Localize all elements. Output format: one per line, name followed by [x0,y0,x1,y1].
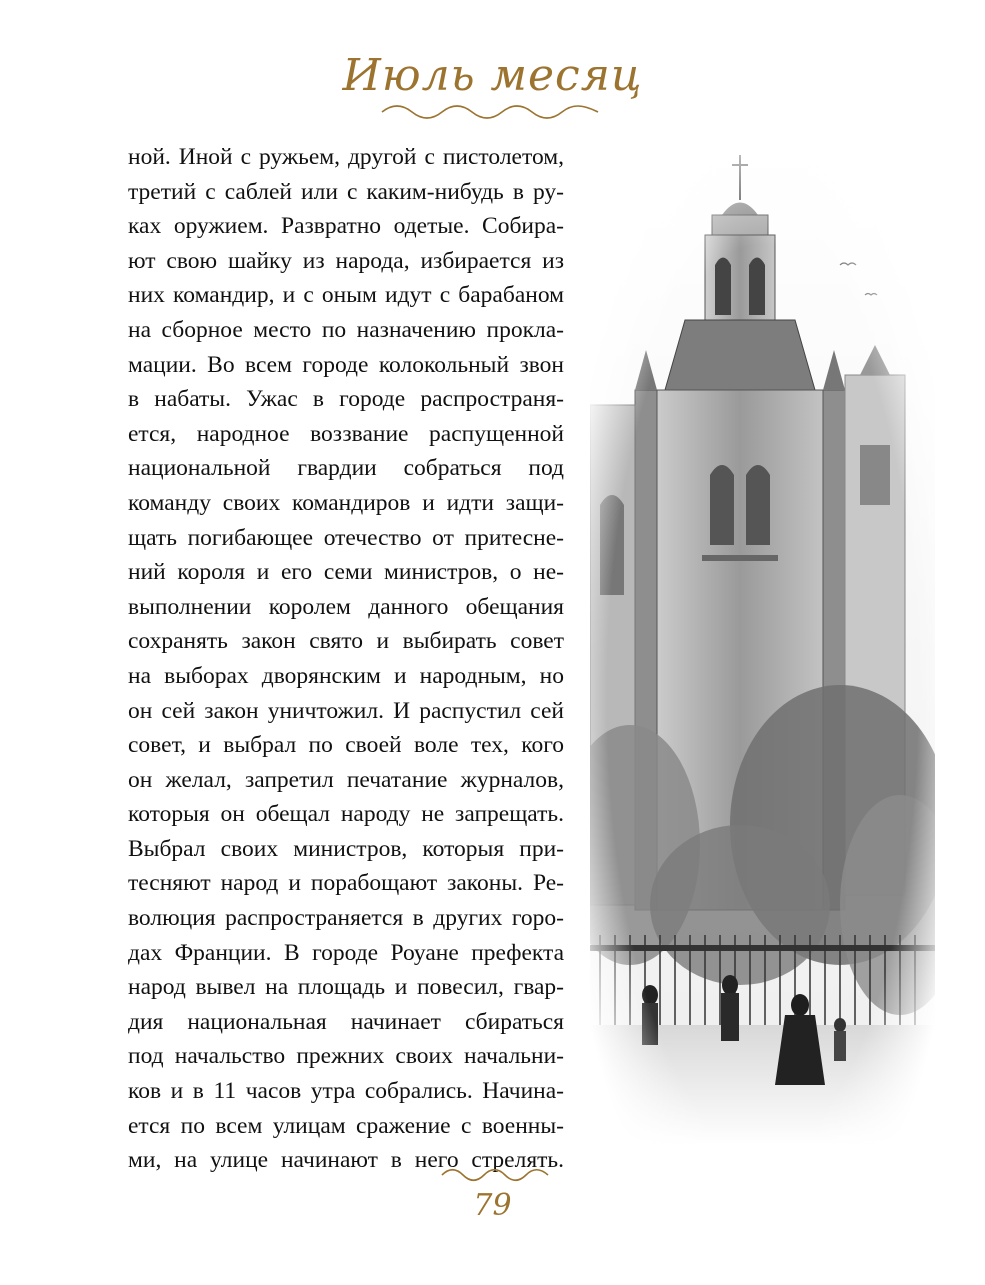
text-line: ний короля и его семи министров, о не- [128,559,564,586]
text-line: мации. Во всем городе колокольный звон [128,351,564,378]
text-line: выполнении королем данного обещания [128,593,564,620]
text-line: дах Франции. В городе Роуане префекта [128,939,564,966]
text-line: под начальство прежних своих начальни- [128,1043,564,1070]
text-line: совет, и выбрал по своей воле тех, кого [128,732,564,759]
text-line: Выбрал своих министров, которыя при- [128,835,564,862]
text-line: он сей закон уничтожил. И распустил сей [128,697,564,724]
text-line: он желал, запретил печатание журналов, [128,766,564,793]
text-line: тесняют народ и порабощают законы. Ре- [128,870,564,897]
text-line: ми, на улице начинают в него стрелять. [128,1147,564,1174]
text-line: них командир, и с оным идут с барабаном [128,282,564,309]
page-number: 79 [473,1188,512,1223]
text-line: ках оружием. Развратно одетые. Собира- [128,213,564,240]
text-line: щать погибающее отечество от притесне- [128,524,564,551]
text-line: третий с саблей или с каким-нибудь в ру- [128,178,564,205]
text-line: ной. Иной с ружьем, другой с пистолетом, [128,144,564,170]
header-title: Июль месяц [342,50,643,101]
text-line: ется по всем улицам сражение с военны- [128,1112,564,1139]
text-line: в набаты. Ужас в городе распространя- [128,386,564,413]
text-line: народ вывел на площадь и повесил, гвар- [128,974,564,1001]
text-line: дия национальная начинает сбираться [128,1008,564,1035]
text-line: ется, народное воззвание распущенной [128,420,564,447]
text-line: команду своих командиров и идти защи- [128,489,564,516]
running-header [0,40,985,110]
text-line: которыя он обещал народу не запрещать. [128,801,564,828]
header-flourish-icon [380,104,600,120]
text-line: сохранять закон свято и выбирать совет [128,628,564,655]
text-line: на сборное место по назначению прокла- [128,316,564,343]
text-line: национальной гвардии собраться под [128,455,564,482]
church-tower-engraving-icon [590,145,935,1145]
text-line: на выборах дворянским и народным, но [128,662,564,689]
text-line: волюция распространяется в других горо- [128,905,564,932]
footer-flourish-icon [440,1168,550,1182]
body-text [128,140,564,1178]
text-line: ют свою шайку из народа, избирается из [128,247,564,274]
text-line: ков и в 11 часов утра собрались. Начина- [128,1078,564,1105]
